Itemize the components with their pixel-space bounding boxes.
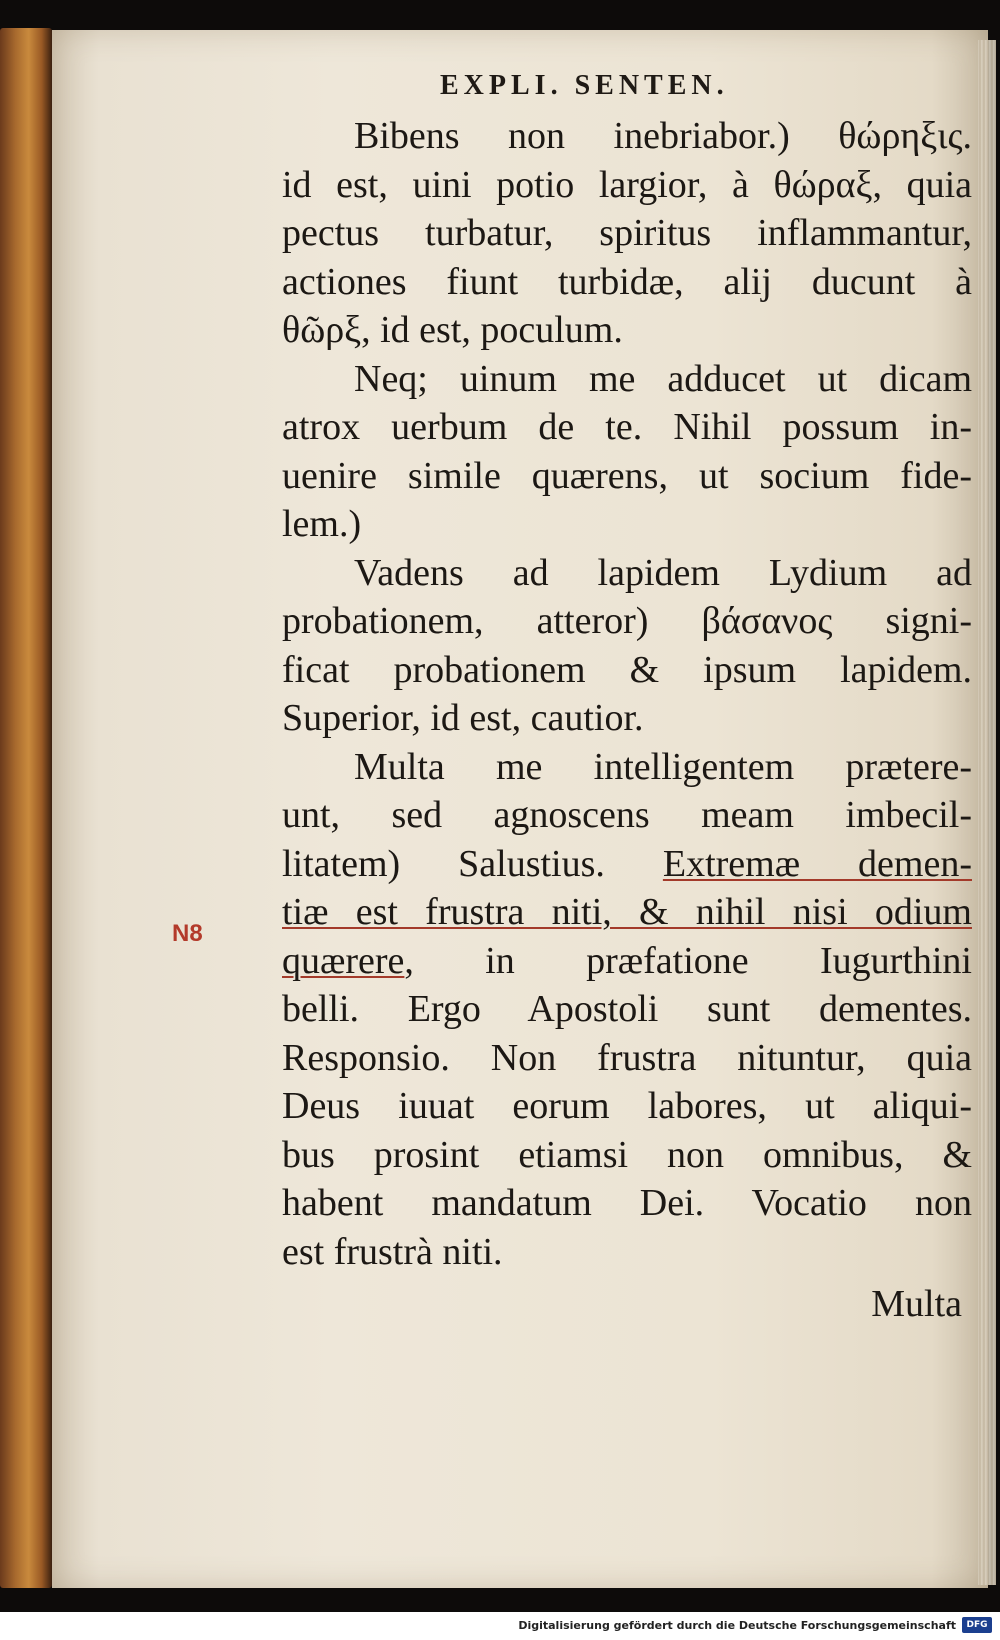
underlined-text: quærere xyxy=(282,939,405,982)
text-line: Responsio. Non frustra nituntur, quia xyxy=(282,1036,972,1079)
underlined-text: tiæ est frustra niti, & nihil nisi odium xyxy=(282,891,972,933)
text-line: pectus turbatur, spiritus inflammantur, xyxy=(282,212,972,254)
dfg-logo: DFG xyxy=(962,1617,992,1633)
text-line: Vadens ad lapidem Lydium ad xyxy=(354,551,972,594)
running-title: EXPLI. SENTEN. xyxy=(440,70,729,101)
text-line: Superior, id est, cautior. xyxy=(282,697,644,739)
catchword: Multa xyxy=(871,1283,962,1325)
text-line: est frustrà niti. xyxy=(282,1230,503,1273)
text-line: Neq; uinum me adducet ut dicam xyxy=(354,357,972,400)
text-line: ficat probationem & ipsum lapidem. xyxy=(282,648,972,691)
text-line: uenire simile quærens, ut socium fide- xyxy=(282,454,972,497)
text-line: Bibens non inebriabor.) θώρηξις. xyxy=(354,115,972,157)
text-span: litatem) Salustius. xyxy=(282,842,663,885)
text-line: atrox uerbum de te. Nihil possum in- xyxy=(282,406,972,448)
text-line: θῶρξ, id est, poculum. xyxy=(282,309,623,351)
book-cover-edge xyxy=(0,28,52,1588)
text-line: lem.) xyxy=(282,503,362,545)
underlined-text: Extremæ demen- xyxy=(662,842,972,885)
text-line: Multa me intelligentem prætere- xyxy=(354,745,972,788)
text-line xyxy=(282,888,972,937)
text-line: actiones fiunt turbidæ, alij ducunt à xyxy=(282,260,972,303)
text-span: , in præfatione Iugurthini xyxy=(404,939,972,982)
text-line: id est, uini potio largior, à θώραξ, quia xyxy=(282,163,972,206)
text-line xyxy=(282,937,972,986)
page-fore-edge xyxy=(978,40,996,1585)
text-line xyxy=(282,840,972,889)
footer-bar xyxy=(0,1612,1000,1640)
text-line: Deus iuuat eorum labores, ut aliqui- xyxy=(282,1085,972,1127)
text-line: probationem, atteror) βάσανος signi- xyxy=(282,600,972,642)
margin-annotation: N8 xyxy=(172,920,203,947)
text-line: unt, sed agnoscens meam imbecil- xyxy=(282,794,972,836)
digitization-credit: Digitalisierung gefördert durch die Deutsche Forschungsgemeinschaft xyxy=(518,1619,956,1632)
text-line: bus prosint etiamsi non omnibus, & xyxy=(282,1133,972,1176)
text-line: belli. Ergo Apostoli sunt dementes. xyxy=(282,988,972,1030)
body-text xyxy=(282,112,972,1276)
text-line: habent mandatum Dei. Vocatio non xyxy=(282,1182,972,1224)
